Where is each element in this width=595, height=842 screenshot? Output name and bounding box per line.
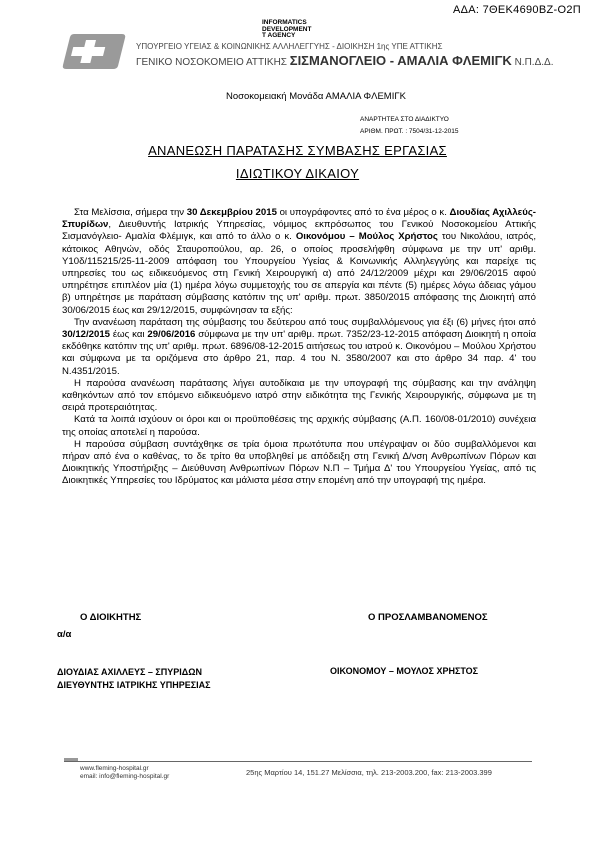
ada-code: ΑΔΑ: 7ΘΕΚ4690ΒΖ-Ο2Π xyxy=(453,4,581,16)
hospital-cross-logo-icon xyxy=(62,32,128,70)
document-subtitle: ΙΔΙΩΤΙΚΟΥ ΔΙΚΑΙΟΥ xyxy=(235,166,360,181)
stamp-line: DEVELOPMENT xyxy=(262,25,312,33)
stamp-line: T AGENCY xyxy=(262,32,296,39)
end-date: 29/06/2016 xyxy=(147,329,196,341)
director-role: ΔΙΕΥΘΥΝΤΗΣ ΙΑΤΡΙΚΗΣ ΥΠΗΡΕΣΙΑΣ xyxy=(57,680,211,690)
employee-name: ΟΙΚΟΝΟΜΟΥ – ΜΟΥΛΟΣ ΧΡΗΣΤΟΣ xyxy=(330,666,479,676)
paragraph: Η παρούσα σύμβαση συντάχθηκε σε τρία όμοια πρωτότυπα που υπέγραψαν οι δύο συμβαλλόμενοι και πήραν από ένα ο καθένας, το δε τρίτο θα υποβληθεί με απόδειξη στη Γενική Δ/νση Ανθρωπίνων Πόρων και Διοικητικής Υποστήριξης – Διεύθυνση Ανθρωπίνων Πόρων Ν.Π – Τμήμα Δ' του Υπουργείου Υγείας, από τις Διοικητικές Υπηρεσίες του Ιδρύματος και μάλιστα μέσα στην επομένη από την υπογραφή της ημέρα. xyxy=(62,438,536,487)
paragraph: Στα Μελίσσια, σήμερα την 30 Δεκεμβρίου 2015 οι υπογράφοντες από το ένα μέρος ο κ. Διουδίας Αχιλλεύς- Σπυρίδων, Διευθυντής Ιατρικής Υπηρεσίας, νόμιμος εκπρόσωπος του Γενικού Νοσοκομείου Αττικής Σισμανόγλειο- Αμαλία Φλέμιγκ, και από το άλλο ο κ. Οικονόμου – Μούλος Χρήστος του Νικολάου, ιατρός, κάτοικος Αθηνών, οδός Σταυροπούλου, αρ. 26, ο οποίος προσελήφθη σύμφωνα με την υπ' αριθμ. Υ10δ/115215/25-11-2009 απόφαση του Υπουργείου Υγείας & Κοινωνικής Αλληλεγγύης και παρείχε τις υπηρεσίες του ως ειδικευόμενος στη Γενική Χειρουργική α) από 24/12/2009 μέχρι και 29/06/2015 αφού υπηρέτησε επιπλέον μία (1) ημέρα λόγω συμμετοχής του σε απεργία και πέντε (5) ημέρες λόγω άδειας γάμου β) υπηρέτησε με παράταση σύμβασης κατόπιν της υπ' αριθμ. πρωτ. 3850/2015 απόφασης της Διοικητή από 30/06/2015 έως και 29/12/2015, συμφώνησαν τα εξής: xyxy=(62,207,536,316)
stamp-line: INFORMATICS xyxy=(262,19,307,26)
paragraph: Η παρούσα ανανέωση παράτασης λήγει αυτοδίκαια με την υπογραφή της σύμβασης και την ανάληψη καθηκόντων από τον επόμενο ειδικευόμενο ιατρό στην ειδικότητα της Γενικής Χειρουργικής, σύμφωνα με τη σειρά προτεραιότητας. xyxy=(62,377,536,414)
ministry-heading: ΥΠΟΥΡΓΕΙΟ ΥΓΕΙΑΣ & ΚΟΙΝΩΝΙΚΗΣ ΑΛΛΗΛΕΓΓΥΗΣ - ΔΙΟΙΚΗΣΗ 1ης ΥΠΕ ΑΤΤΙΚΗΣ xyxy=(136,42,443,51)
start-date: 30/12/2015 xyxy=(62,329,111,341)
party-name: Οικονόμου – Μούλος Χρήστος xyxy=(295,231,438,243)
footer-website: www.fleming-hospital.gr xyxy=(80,765,149,772)
unit-name: Νοσοκομειακή Μονάδα ΑΜΑΛΙΑ ΦΛΕΜΙΓΚ xyxy=(226,91,406,102)
document-body xyxy=(62,207,536,488)
publication-info xyxy=(360,114,458,138)
on-behalf-mark: α/α xyxy=(57,629,72,640)
party-name: Διουδίας Αχιλλεύς- Σπυρίδων xyxy=(62,207,536,231)
hospital-suffix: Ν.Π.Δ.Δ. xyxy=(514,57,554,68)
hospital-prefix: ΓΕΝΙΚΟ ΝΟΣΟΚΟΜΕΙΟ ΑΤΤΙΚΗΣ xyxy=(136,57,287,68)
hospital-name: ΣΙΣΜΑΝΟΓΛΕΙΟ - ΑΜΑΛΙΑ ΦΛΕΜΙΓΚ xyxy=(289,53,512,68)
document-title: ΑΝΑΝΕΩΣΗ ΠΑΡΑΤΑΣΗΣ ΣΥΜΒΑΣΗΣ ΕΡΓΑΣΙΑΣ xyxy=(148,143,447,158)
director-name: ΔΙΟΥΔΙΑΣ ΑΧΙΛΛΕΥΣ – ΣΠΥΡΙΔΩΝ xyxy=(57,667,202,677)
signature-stamp xyxy=(262,20,311,40)
employee-signature-title: Ο ΠΡΟΣΛΑΜΒΑΝΟΜΕΝΟΣ xyxy=(368,612,488,623)
protocol-number: ΑΡΙΘΜ. ΠΡΩΤ. : 7504/31-12-2015 xyxy=(360,128,459,135)
footer-divider xyxy=(64,761,532,762)
director-name-block xyxy=(57,666,211,692)
paragraph: Κατά τα λοιπά ισχύουν οι όροι και οι προϋποθέσεις της αρχικής σύμβασης (Α.Π. 160/08-01/2010) συνέχεια της οποίας αποτελεί η παρούσα. xyxy=(62,414,536,438)
footer-address: 25ης Μαρτίου 14, 151.27 Μελίσσια, τηλ. 213-2003.200, fax: 213-2003.399 xyxy=(246,768,492,777)
footer-email: email: info@fleming-hospital.gr xyxy=(80,773,170,780)
paragraph: Την ανανέωση παράταση της σύμβασης του δεύτερου από τους συμβαλλόμενους για έξι (6) μήνες ήτοι από 30/12/2015 έως και 29/06/2016 σύμφωνα με την υπ' αριθμ. πρωτ. 7352/23-12-2015 απόφαση Διοικητή η οποία εκδόθηκε κατόπιν της υπ' αριθμ. πρωτ. 6896/08-12-2015 αιτήσεως του ιατρού κ. Οικονόμου – Μούλου Χρήστου και σύμφωνα με τα οριζόμενα στο άρθρο 21, παρ. 4 του Ν. 3580/2007 και στο άρθρο 34 παρ. 4' του Ν.4351/2015. xyxy=(62,316,537,377)
hospital-heading xyxy=(136,53,553,68)
contract-date: 30 Δεκεμβρίου 2015 xyxy=(186,207,277,218)
footer-contacts xyxy=(80,765,169,781)
director-signature-title: Ο ΔΙΟΙΚΗΤΗΣ xyxy=(80,612,142,623)
publication-note: ΑΝΑΡΤΗΤΕΑ ΣΤΟ ΔΙΑΔΙΚΤΥΟ xyxy=(360,116,449,123)
